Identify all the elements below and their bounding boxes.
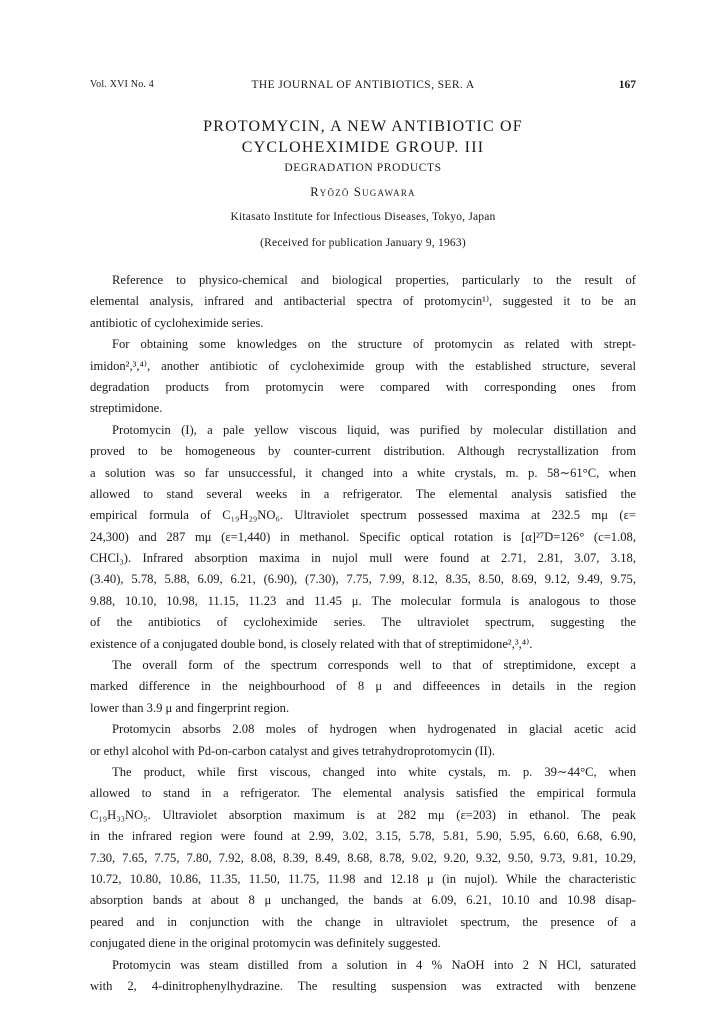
body-line: Reference to physico-chemical and biological properties, particularly to the result of	[112, 273, 636, 287]
body-line: in the infrared region were found at 2.99, 3.02, 3.15, 5.78, 5.81, 5.90, 5.95, 6.60, 6.68, 6.90,	[90, 829, 636, 844]
author-name: Ryōzō Sugawara	[310, 185, 416, 199]
body-line: CHCl₃). Infrared absorption maxima in nujol mull were found at 2.71, 2.81, 3.07, 3.18,	[90, 551, 636, 566]
article-body	[90, 270, 636, 997]
body-line: imidon²,³,⁴⁾, another antibiotic of cycloheximide group with the established structure, several	[90, 358, 636, 373]
body-line: (3.40), 5.78, 5.88, 6.09, 6.21, (6.90), (7.30), 7.75, 7.99, 8.12, 8.35, 8.50, 8.69, 9.12, 9.49, 9.75,	[90, 572, 636, 587]
body-line: proved to be homogeneous by counter-current distribution. Although recrystallization from	[90, 444, 636, 459]
running-header	[90, 79, 636, 95]
body-line: existence of a conjugated double bond, is closely related with that of streptimidone²,³,⁴⁾.	[90, 636, 533, 651]
body-line: The overall form of the spectrum corresponds well to that of streptimidone, except a	[112, 658, 636, 673]
body-line: absorption bands at about 8 μ unchanged, the bands at 6.09, 6.21, 10.10 and 10.98 disap-	[90, 893, 636, 908]
body-line: 10.72, 10.80, 10.86, 11.35, 11.50, 11.75, 11.98 and 12.18 μ (in nujol). While the characteristic	[90, 871, 636, 886]
article-title-line-1: PROTOMYCIN, A NEW ANTIBIOTIC OF	[203, 118, 523, 135]
body-line: a solution was so far unsuccessful, it changed into a white crystals, m. p. 58∼61°C, when	[90, 465, 636, 480]
body-line: conjugated diene in the original protomycin was definitely suggested.	[90, 936, 441, 951]
body-line: or ethyl alcohol with Pd-on-carbon catalyst and gives tetrahydroprotomycin (II).	[90, 743, 495, 758]
body-line: degradation products from protomycin were compared with corresponding ones from	[90, 379, 636, 394]
page-number: 167	[618, 79, 636, 91]
body-line: peared and in conjunction with the change in ultraviolet spectrum, the presence of a	[90, 914, 636, 929]
body-line: with 2, 4-dinitrophenylhydrazine. The resulting suspension was extracted with benzene	[90, 978, 636, 993]
body-line: 9.88, 10.10, 10.98, 11.15, 11.23 and 11.45 μ. The molecular formula is analogous to those	[90, 593, 636, 608]
article-title-line-2: CYCLOHEXIMIDE GROUP. III	[241, 139, 485, 156]
body-line: For obtaining some knowledges on the structure of protomycin as related with strept-	[112, 337, 636, 352]
volume-label: Vol. XVI No. 4	[90, 79, 155, 90]
body-line: 7.30, 7.65, 7.75, 7.80, 7.92, 8.08, 8.39, 8.49, 8.68, 8.78, 9.02, 9.20, 9.32, 9.50, 9.73, 9.81, 10.29,	[90, 850, 636, 865]
author-affiliation: Kitasato Institute for Infectious Diseases, Tokyo, Japan	[230, 211, 496, 223]
body-line: Protomycin was steam distilled from a solution in 4 % NaOH into 2 N HCl, saturated	[112, 957, 636, 972]
body-line: Protomycin (I), a pale yellow viscous liquid, was purified by molecular distillation and	[112, 422, 636, 437]
body-line: antibiotic of cycloheximide series.	[90, 315, 264, 330]
body-line: C₁₉H₃₃NO₅. Ultraviolet absorption maximum is at 282 mμ (ε=203) in ethanol. The peak	[90, 807, 636, 822]
journal-name: THE JOURNAL OF ANTIBIOTICS, SER. A	[251, 79, 475, 91]
body-line: Protomycin absorbs 2.08 moles of hydrogen when hydrogenated in glacial acetic acid	[112, 722, 636, 737]
body-line: allowed to stand in a refrigerator. The elemental analysis satisfied the empirical formula	[90, 786, 636, 801]
body-line: marked difference in the neighbourhood of 8 μ and diffeeences in details in the region	[90, 679, 636, 694]
body-line: elemental analysis, infrared and antibacterial spectra of protomycin¹⁾, suggested it to be an	[90, 294, 636, 309]
body-line: empirical formula of C₁₉H₂₉NO₆. Ultraviolet spectrum possessed maxima at 232.5 mμ (ε=	[90, 508, 636, 523]
body-line: of the antibiotics of cycloheximide series. The ultraviolet spectrum, suggesting the	[90, 615, 636, 630]
body-line: 24,300) and 287 mμ (ε=1,440) in methanol. Specific optical rotation is [α]²⁷D=126° (c=1.08,	[90, 529, 636, 544]
body-line: streptimidone.	[90, 401, 163, 416]
received-date: (Received for publication January 9, 1963)	[260, 237, 466, 249]
body-line: allowed to stand several weeks in a refrigerator. The elemental analysis satisfied the	[90, 486, 636, 501]
article-subtitle: DEGRADATION PRODUCTS	[284, 162, 442, 174]
body-line: lower than 3.9 μ and fingerprint region.	[90, 700, 290, 715]
body-line: The product, while first viscous, changed into white cystals, m. p. 39∼44°C, when	[112, 764, 636, 779]
